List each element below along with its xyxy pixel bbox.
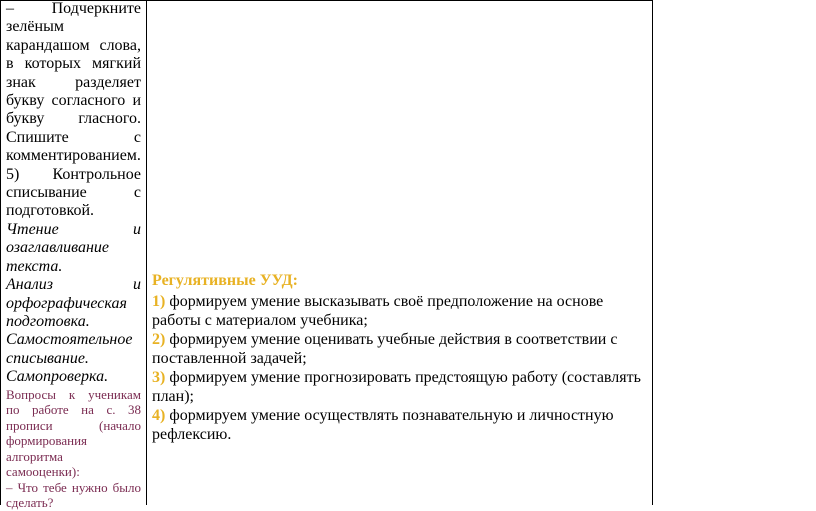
table-left-border [0,0,1,505]
italic-stages [6,221,141,387]
text-line: – Подчеркните [6,0,141,17]
uud-item-text: формируем умение прогнозировать предстоящую работу (составлять план); [152,369,641,405]
text-line: знак разделяет [6,73,141,91]
text-line: подготовка. [6,312,90,330]
uud-item-number: 2) [152,331,166,348]
text-line: букву согласного и [6,92,141,110]
text-line: списывание. [6,349,89,367]
uud-item-number: 1) [152,293,166,310]
text-line: букву гласного. [6,110,141,128]
step5-paragraph [6,166,141,221]
text-line: зелёным [6,18,64,36]
text-line: подготовкой. [6,202,95,220]
text-line: – Что тебе нужно было [6,479,141,495]
text-line: по работе на с. 38 [6,402,141,418]
text-line: Самопроверка. [6,368,109,386]
uud-item [152,406,642,444]
uud-item-text: формируем умение оценивать учебные действия в соответствии с поставленной задачей; [152,331,618,367]
question-paragraph [6,387,141,511]
text-line: 5) Контрольное [6,165,141,183]
uud-item [152,368,642,406]
text-line: Анализ и [6,276,141,294]
text-line: Вопросы к ученикам [6,386,141,402]
text-line: текста. [6,257,63,275]
text-line: самооценки): [6,464,80,480]
uud-item [152,330,642,368]
uud-item-text: формируем умение осуществлять познавательную и личностную рефлексию. [152,407,614,443]
uud-item-text: формируем умение высказывать своё предположение на основе работы с материалом учебника; [152,293,604,329]
task-paragraph [6,0,141,166]
text-line: алгоритма [6,448,63,464]
table-column-divider [146,0,147,505]
table-right-border [652,0,653,505]
text-line: комментированием. [6,147,141,165]
uud-item-number: 3) [152,369,166,386]
text-line: в которых мягкий [6,55,141,73]
text-line: карандашом слова, [6,36,141,54]
lesson-stage-cell [6,0,141,511]
text-line: списывание с [6,184,141,202]
text-line: Спишите с [6,128,141,146]
uud-item [152,292,642,330]
text-line: орфографическая [6,294,127,312]
uud-cell [152,271,642,444]
text-line: сделать? [6,495,54,511]
text-line: Чтение и [6,220,141,238]
uud-heading: Регулятивные УУД: [152,272,298,289]
text-line: Самостоятельное [6,331,133,349]
uud-item-number: 4) [152,407,166,424]
text-line: прописи (начало [6,417,141,433]
text-line: озаглавливание [6,239,110,257]
text-line: формирования [6,433,88,449]
